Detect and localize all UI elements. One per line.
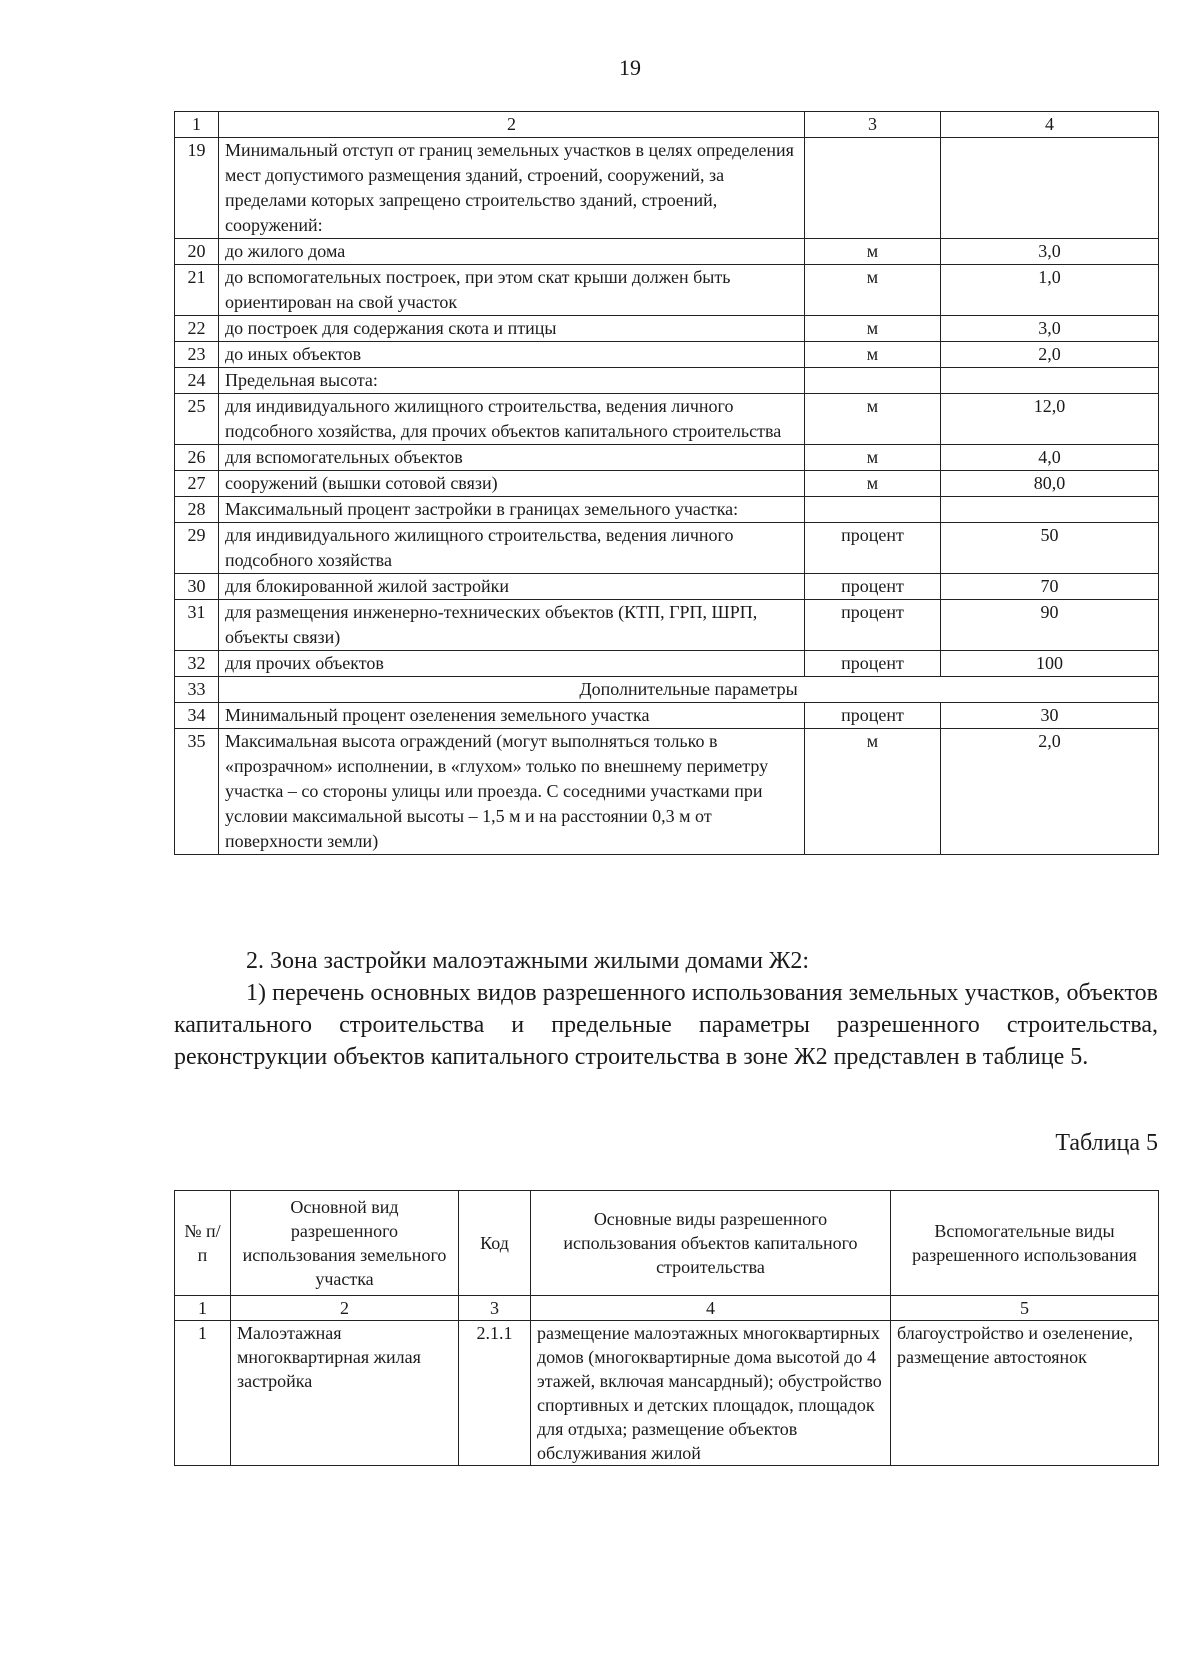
unit-cell: процент [805,703,941,729]
parameter-text: Минимальный процент озеленения земельного участка [219,703,805,729]
table-row [175,471,1159,497]
capital-uses-cell: размещение малоэтажных многоквартирных домов (многоквартирные дома высотой до 4 этажей, включая мансардный); обустройство спортивных и детских площадок, площадок для отдыха; размещение объектов обслуживания жилой [531,1321,891,1466]
table-row [175,523,1159,574]
unit-cell: м [805,265,941,316]
row-number: 23 [175,342,219,368]
row-number: 24 [175,368,219,394]
parameter-text: сооружений (вышки сотовой связи) [219,471,805,497]
table-row [175,239,1159,265]
column-number: 1 [175,112,219,138]
table-row [175,445,1159,471]
parameter-text: для вспомогательных объектов [219,445,805,471]
table-row [175,497,1159,523]
uses-table-header [175,1191,1159,1296]
parameters-table [174,111,1159,855]
table-row [175,316,1159,342]
column-number: 4 [941,112,1159,138]
column-number: 5 [891,1296,1159,1321]
row-number: 34 [175,703,219,729]
parameter-text: Максимальная высота ограждений (могут выполняться только в «прозрачном» исполнении, в «глухом» только по внешнему периметру участка – со стороны улицы или проезда. С соседними участками при условии максимальной высоты – 1,5 м и на расстоянии 0,3 м от поверхности земли) [219,729,805,855]
value-cell [941,368,1159,394]
unit-cell [805,368,941,394]
unit-cell [805,497,941,523]
value-cell: 100 [941,651,1159,677]
value-cell [941,497,1159,523]
unit-cell: процент [805,651,941,677]
column-number: 2 [219,112,805,138]
parameter-text: для индивидуального жилищного строительства, ведения личного подсобного хозяйства, для прочих объектов капитального строительства [219,394,805,445]
row-number: 20 [175,239,219,265]
unit-cell: м [805,239,941,265]
row-number: 33 [175,677,219,703]
row-number: 26 [175,445,219,471]
row-number: 29 [175,523,219,574]
parameter-text: для прочих объектов [219,651,805,677]
column-number: 1 [175,1296,231,1321]
table-row [175,651,1159,677]
row-number: 32 [175,651,219,677]
table-row [175,368,1159,394]
value-cell: 70 [941,574,1159,600]
parameter-text: до иных объектов [219,342,805,368]
table-row [175,703,1159,729]
unit-cell: процент [805,574,941,600]
value-cell: 2,0 [941,729,1159,855]
parameter-text: Максимальный процент застройки в границах земельного участка: [219,497,805,523]
row-number: 19 [175,138,219,239]
parameter-text: Предельная высота: [219,368,805,394]
parameter-text: Минимальный отступ от границ земельных участков в целях определения мест допустимого размещения зданий, строений, сооружений, за пределами которых запрещено строительство зданий, строений, сооружений: [219,138,805,239]
parameter-text: до построек для содержания скота и птицы [219,316,805,342]
page-number: 19 [619,55,641,80]
row-number: 25 [175,394,219,445]
row-number: 21 [175,265,219,316]
row-number: 31 [175,600,219,651]
parameter-text: до вспомогательных построек, при этом скат крыши должен быть ориентирован на свой участок [219,265,805,316]
table-row [175,342,1159,368]
value-cell: 50 [941,523,1159,574]
value-cell: 3,0 [941,316,1159,342]
row-number: 28 [175,497,219,523]
table-row [175,574,1159,600]
table-row [175,729,1159,855]
parameter-text: для блокированной жилой застройки [219,574,805,600]
row-number: 1 [175,1321,231,1466]
parameter-text: для индивидуального жилищного строительства, ведения личного подсобного хозяйства [219,523,805,574]
value-cell: 1,0 [941,265,1159,316]
parameter-text: до жилого дома [219,239,805,265]
value-cell: 4,0 [941,445,1159,471]
zone-paragraph: 1) перечень основных видов разрешенного использования земельных участков, объектов капитального строительства и предельные параметры разрешенного строительства, реконструкции объектов капитального строительства в зоне Ж2 представлен в таблице 5. [174,980,1158,1070]
row-number: 30 [175,574,219,600]
row-number: 27 [175,471,219,497]
unit-cell: м [805,316,941,342]
table-row [175,1321,1159,1466]
parameters-table-header [175,112,1159,138]
unit-cell: процент [805,523,941,574]
value-cell: 2,0 [941,342,1159,368]
header-number: № п/п [175,1191,231,1296]
table-row [175,677,1159,703]
table-row [175,600,1159,651]
header-capital-uses: Основные виды разрешенного использования объектов капитального строительства [531,1191,891,1296]
unit-cell: процент [805,600,941,651]
table-caption: Таблица 5 [1055,1130,1158,1156]
value-cell: 80,0 [941,471,1159,497]
aux-uses-cell: благоустройство и озеленение, размещение автостоянок [891,1321,1159,1466]
unit-cell: м [805,394,941,445]
value-cell: 90 [941,600,1159,651]
unit-cell: м [805,471,941,497]
unit-cell: м [805,445,941,471]
unit-cell [805,138,941,239]
unit-cell: м [805,729,941,855]
value-cell: 30 [941,703,1159,729]
value-cell [941,138,1159,239]
main-use-cell: Малоэтажная многоквартирная жилая застройка [231,1321,459,1466]
column-number: 3 [459,1296,531,1321]
column-number: 3 [805,112,941,138]
permitted-uses-table [174,1190,1159,1466]
header-code: Код [459,1191,531,1296]
parameter-text: для размещения инженерно-технических объектов (КТП, ГРП, ШРП, объекты связи) [219,600,805,651]
value-cell: 3,0 [941,239,1159,265]
column-number: 4 [531,1296,891,1321]
code-cell: 2.1.1 [459,1321,531,1466]
value-cell: 12,0 [941,394,1159,445]
header-main-use: Основной вид разрешенного использования земельного участка [231,1191,459,1296]
row-number: 35 [175,729,219,855]
column-numbers-row [175,1296,1159,1321]
header-aux-uses: Вспомогательные виды разрешенного использования [891,1191,1159,1296]
zone-heading: 2. Зона застройки малоэтажными жилыми домами Ж2: [246,948,810,974]
table-row [175,394,1159,445]
column-number: 2 [231,1296,459,1321]
table-row [175,265,1159,316]
unit-cell: м [805,342,941,368]
row-number: 22 [175,316,219,342]
table-row [175,138,1159,239]
section-title: Дополнительные параметры [219,677,1159,703]
